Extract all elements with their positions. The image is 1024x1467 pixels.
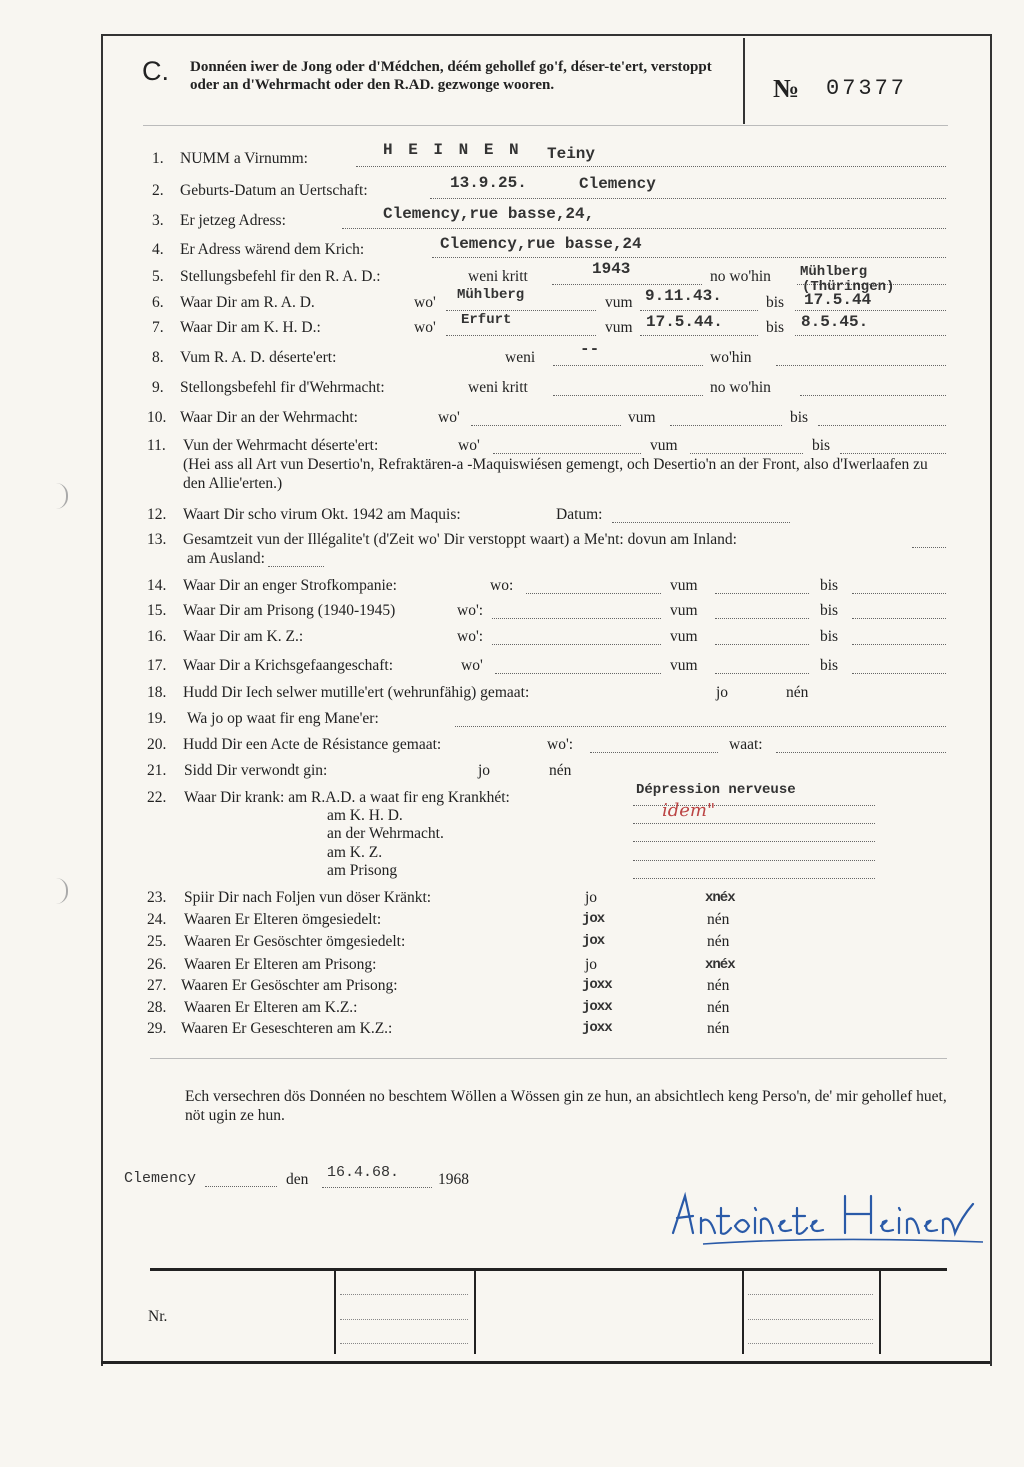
row-number: 22. bbox=[147, 789, 167, 806]
illness-prison-field[interactable] bbox=[633, 863, 875, 879]
footer-cell[interactable] bbox=[340, 1318, 468, 1320]
sign-place-field[interactable] bbox=[205, 1171, 277, 1187]
label-vum: vum bbox=[605, 294, 633, 311]
row-number: 29. bbox=[147, 1020, 167, 1037]
header-divider bbox=[743, 38, 745, 124]
row-label: Waar Dir am K. H. D.: bbox=[180, 319, 321, 336]
label-vum: vum bbox=[670, 628, 698, 645]
prison-from-field[interactable] bbox=[715, 603, 809, 619]
option-jo-struck[interactable]: jox bbox=[582, 911, 605, 927]
row-label: Waaren Er Elteren ömgesiedelt: bbox=[184, 911, 382, 928]
desertion-note: (Hei ass all Art vun Desertio'n, Refraktären-a -Maquiswiésen gemengt, och Desertio'n an der Front, also d'Iwerlaafen zu den Allie'erten.) bbox=[183, 456, 928, 492]
rad-order-place-value: Mühlberg bbox=[800, 264, 868, 280]
surname-value: H E I N E N bbox=[383, 141, 522, 159]
illness-sub-label: an der Wehrmacht. bbox=[327, 825, 444, 842]
row-number: 23. bbox=[147, 889, 167, 906]
signature-graphic bbox=[663, 1178, 988, 1253]
label-weni: weni bbox=[505, 349, 536, 366]
penal-company-to-field[interactable] bbox=[852, 578, 946, 594]
prison-to-field[interactable] bbox=[852, 603, 946, 619]
label-nr: Nr. bbox=[148, 1308, 168, 1325]
desertion-date-value: -- bbox=[580, 340, 600, 358]
option-nen-struck[interactable]: xnéx bbox=[705, 890, 735, 906]
pow-place-field[interactable] bbox=[495, 658, 661, 674]
illness-rad-value: Dépression nerveuse bbox=[636, 782, 796, 798]
wehrmacht-desertion-place-field[interactable] bbox=[493, 438, 641, 454]
option-jo-struck[interactable]: jox bbox=[582, 933, 605, 949]
label-waat: waat: bbox=[729, 736, 763, 753]
punch-hole bbox=[56, 483, 68, 509]
row-number: 28. bbox=[147, 999, 167, 1016]
declaration-text: Ech versechren dös Donnéen no beschtem Wöllen a Wössen gin ze hun, an absichtlech keng Perso'n, de' mir gehollef huet, nöt ugin ze hun. bbox=[185, 1088, 947, 1124]
wehrmacht-order-date-field[interactable] bbox=[553, 380, 703, 396]
row-label: Spiir Dir nach Foljen vun döser Kränkt: bbox=[184, 889, 432, 906]
row-label: Vun der Wehrmacht déserte'ert: bbox=[183, 437, 379, 454]
row-label: Waar Dir krank: am R.A.D. a waat fir eng Krankhét: bbox=[184, 789, 510, 806]
rad-to-value: 17.5.44 bbox=[804, 291, 872, 309]
row-label: Hudd Dir een Acte de Résistance gemaat: bbox=[183, 736, 442, 753]
option-jo[interactable]: jo bbox=[478, 762, 491, 779]
label-bis: bis bbox=[820, 657, 839, 674]
label-wo: wo: bbox=[490, 577, 514, 594]
birth-date-value: 13.9.25. bbox=[450, 174, 527, 192]
row-number: 19. bbox=[147, 710, 167, 727]
label-no-wohin: no wo'hin bbox=[710, 268, 771, 285]
row-number: 26. bbox=[147, 956, 167, 973]
row-label: Waar Dir an enger Strofkompanie: bbox=[183, 577, 397, 594]
label-weni-kritt: weni kritt bbox=[468, 379, 528, 396]
punch-hole bbox=[56, 878, 68, 904]
row-label: Er jetzeg Adress: bbox=[180, 212, 286, 229]
footer-table-top bbox=[150, 1268, 947, 1271]
birth-place-value: Clemency bbox=[579, 175, 656, 193]
row-number: 24. bbox=[147, 911, 167, 928]
desertion-place-field[interactable] bbox=[776, 350, 946, 366]
wehrmacht-desertion-to-field[interactable] bbox=[840, 438, 946, 454]
row-label: Waaren Er Elteren am K.Z.: bbox=[184, 999, 358, 1016]
rad-order-place-extra: (Thüringen) bbox=[802, 279, 895, 295]
option-jo-struck[interactable]: joxx bbox=[582, 999, 612, 1015]
label-wohin: wo'hin bbox=[710, 349, 752, 366]
label-wo: wo': bbox=[457, 602, 484, 619]
row-label: Waar Dir am K. Z.: bbox=[183, 628, 304, 645]
row-number: 25. bbox=[147, 933, 167, 950]
label-bis: bis bbox=[766, 294, 785, 311]
label-vum: vum bbox=[670, 602, 698, 619]
section-rule bbox=[150, 1058, 947, 1059]
resistance-act-field[interactable] bbox=[776, 737, 946, 753]
row-number: 3. bbox=[152, 212, 164, 229]
row-label: Waaren Er Geseschteren am K.Z.: bbox=[181, 1020, 393, 1037]
label-bis: bis bbox=[766, 319, 785, 336]
option-nen-struck[interactable]: xnéx bbox=[705, 957, 735, 973]
illness-kz-field[interactable] bbox=[633, 845, 875, 861]
option-jo-struck[interactable]: joxx bbox=[582, 1020, 612, 1036]
option-nen[interactable]: nén bbox=[707, 1020, 730, 1037]
row-number: 11. bbox=[147, 437, 166, 454]
label-bis: bis bbox=[820, 628, 839, 645]
row-label: NUMM a Virnumm: bbox=[180, 150, 308, 167]
khd-to-value: 8.5.45. bbox=[801, 313, 869, 331]
row-number: 9. bbox=[152, 379, 164, 396]
label-bis: bis bbox=[812, 437, 831, 454]
row-number: 12. bbox=[147, 506, 167, 523]
label-weni-kritt: weni kritt bbox=[468, 268, 528, 285]
label-no-wohin: no wo'hin bbox=[710, 379, 771, 396]
label-vum: vum bbox=[670, 657, 698, 674]
label-wo: wo' bbox=[414, 294, 436, 311]
row-number: 27. bbox=[147, 977, 167, 994]
rad-order-year-value: 1943 bbox=[592, 260, 631, 278]
label-bis: bis bbox=[790, 409, 809, 426]
label-wo: wo' bbox=[461, 657, 483, 674]
row-number: 18. bbox=[147, 684, 167, 701]
option-nen[interactable]: nén bbox=[707, 999, 730, 1016]
footer-col-divider bbox=[334, 1271, 336, 1354]
label-vum: vum bbox=[670, 577, 698, 594]
firstname-value: Teiny bbox=[547, 145, 596, 163]
row-label: Waar Dir am Prisong (1940-1945) bbox=[183, 602, 396, 619]
maquis-date-field[interactable] bbox=[612, 507, 790, 523]
label-vum: vum bbox=[628, 409, 656, 426]
khd-place-value: Erfurt bbox=[461, 312, 512, 328]
row-number: 8. bbox=[152, 349, 164, 366]
label-wo: wo': bbox=[547, 736, 574, 753]
footer-col-divider bbox=[742, 1271, 744, 1354]
label-datum: Datum: bbox=[556, 506, 603, 523]
pow-from-field[interactable] bbox=[715, 658, 809, 674]
signature bbox=[663, 1178, 988, 1253]
row-label: Stellongsbefehl fir d'Wehrmacht: bbox=[180, 379, 385, 396]
sign-place-value: Clemency bbox=[124, 1170, 197, 1187]
footer-cell[interactable] bbox=[748, 1293, 873, 1295]
row-label: Stellungsbefehl fir den R. A. D.: bbox=[180, 268, 381, 285]
war-address-value: Clemency,rue basse,24 bbox=[440, 235, 642, 253]
header-rule bbox=[143, 125, 948, 126]
label-den: den bbox=[286, 1171, 309, 1188]
option-nen[interactable]: nén bbox=[707, 911, 730, 928]
wehrmacht-from-field[interactable] bbox=[670, 410, 782, 426]
label-vum: vum bbox=[605, 319, 633, 336]
kz-place-field[interactable] bbox=[492, 629, 661, 645]
row-number: 6. bbox=[152, 294, 164, 311]
rad-place-value: Mühlberg bbox=[457, 287, 525, 303]
footer-cell[interactable] bbox=[748, 1342, 873, 1344]
option-jo-struck[interactable]: joxx bbox=[582, 977, 612, 993]
section-letter: C. bbox=[142, 56, 169, 86]
option-jo[interactable]: jo bbox=[585, 889, 598, 906]
option-jo[interactable]: jo bbox=[585, 956, 598, 973]
inland-months-field[interactable] bbox=[912, 532, 946, 548]
footer-cell[interactable] bbox=[340, 1293, 468, 1295]
address-value: Clemency,rue basse,24, bbox=[383, 205, 595, 223]
footer-cell[interactable] bbox=[748, 1318, 873, 1320]
form-title: Donnéen iwer de Jong oder d'Médchen, déém gehollef go'f, déser-te'ert, verstoppt oder an d'Wehrmacht oder den R.AD. gezwonge wooren. bbox=[190, 59, 712, 93]
option-nen[interactable]: nén bbox=[549, 762, 572, 779]
row-label: Waaren Er Elteren am Prisong: bbox=[184, 956, 377, 973]
label-wo: wo' bbox=[414, 319, 436, 336]
sign-year: 1968 bbox=[438, 1171, 469, 1188]
illness-khd-value: idem" bbox=[662, 800, 716, 821]
label-bis: bis bbox=[820, 602, 839, 619]
row-number: 10. bbox=[147, 409, 167, 426]
footer-cell[interactable] bbox=[340, 1342, 468, 1344]
row-label: Geburts-Datum an Uertschaft: bbox=[180, 182, 368, 199]
illness-sub-label: am K. H. D. bbox=[327, 807, 403, 824]
option-nen[interactable]: nén bbox=[707, 933, 730, 950]
pow-to-field[interactable] bbox=[852, 658, 946, 674]
row-number: 1. bbox=[152, 150, 164, 167]
illness-sub-label: am Prisong bbox=[327, 862, 398, 879]
row-number: 2. bbox=[152, 182, 164, 199]
wehrmacht-to-field[interactable] bbox=[818, 410, 946, 426]
form-number: 07377 bbox=[826, 76, 908, 101]
label-bis: bis bbox=[820, 577, 839, 594]
resistance-place-field[interactable] bbox=[590, 737, 718, 753]
row-label: Waaren Er Gesöschter ömgesiedelt: bbox=[184, 933, 406, 950]
number-sign: № bbox=[773, 74, 800, 103]
option-nen[interactable]: nén bbox=[786, 684, 809, 701]
row-number: 21. bbox=[147, 762, 167, 779]
row-number: 4. bbox=[152, 241, 164, 258]
wehrmacht-order-place-field[interactable] bbox=[800, 380, 946, 396]
row-number: 7. bbox=[152, 319, 164, 336]
mutilation-manner-field[interactable] bbox=[455, 711, 946, 727]
penal-company-place-field[interactable] bbox=[526, 578, 661, 594]
row-label: Er Adress wärend dem Krich: bbox=[180, 241, 365, 258]
row-number: 15. bbox=[147, 602, 167, 619]
illness-sub-label: am K. Z. bbox=[327, 844, 383, 861]
row-label: Waar Dir an der Wehrmacht: bbox=[180, 409, 358, 426]
option-jo[interactable]: jo bbox=[716, 684, 729, 701]
label-wo: wo' bbox=[438, 409, 460, 426]
row-number: 14. bbox=[147, 577, 167, 594]
khd-from-value: 17.5.44. bbox=[646, 313, 723, 331]
label-wo: wo' bbox=[458, 437, 480, 454]
row-number: 16. bbox=[147, 628, 167, 645]
kz-to-field[interactable] bbox=[852, 629, 946, 645]
illness-wehrmacht-field[interactable] bbox=[633, 826, 875, 842]
row-label: Waaren Er Gesöschter am Prisong: bbox=[181, 977, 398, 994]
footer-col-divider bbox=[879, 1271, 881, 1354]
wehrmacht-desertion-from-field[interactable] bbox=[690, 438, 803, 454]
row-label: Waart Dir scho virum Okt. 1942 am Maquis: bbox=[183, 506, 461, 523]
penal-company-from-field[interactable] bbox=[715, 578, 809, 594]
abroad-months-field[interactable] bbox=[268, 551, 324, 567]
row-number: 5. bbox=[152, 268, 164, 285]
label-ausland: am Ausland: bbox=[187, 550, 265, 567]
row-label: Waar Dir am R. A. D. bbox=[180, 294, 315, 311]
row-number: 20. bbox=[147, 736, 167, 753]
desertion-date-field[interactable] bbox=[553, 350, 703, 366]
label-vum: vum bbox=[650, 437, 678, 454]
row-number: 13. bbox=[147, 531, 167, 548]
label-wo: wo': bbox=[457, 628, 484, 645]
row-label: Wa jo op waat fir eng Mane'er: bbox=[187, 710, 379, 727]
wehrmacht-place-field[interactable] bbox=[471, 410, 621, 426]
prison-place-field[interactable] bbox=[492, 603, 661, 619]
form-bottom-rule bbox=[101, 1361, 990, 1364]
row-label: Gesamtzeit vun der Illégalite't (d'Zeit wo' Dir verstoppt waart) a Me'nt: dovun am Inland: bbox=[183, 531, 737, 548]
sign-date-value: 16.4.68. bbox=[327, 1164, 400, 1181]
row-label: Sidd Dir verwondt gin: bbox=[184, 762, 328, 779]
row-number: 17. bbox=[147, 657, 167, 674]
option-nen[interactable]: nén bbox=[707, 977, 730, 994]
row-label: Vum R. A. D. déserte'ert: bbox=[180, 349, 337, 366]
footer-col-divider bbox=[474, 1271, 476, 1354]
row-label: Hudd Dir Iech selwer mutille'ert (wehrunfähig) gemaat: bbox=[183, 684, 530, 701]
row-label: Waar Dir a Krichsgefaangeschaft: bbox=[183, 657, 394, 674]
kz-from-field[interactable] bbox=[715, 629, 809, 645]
rad-from-value: 9.11.43. bbox=[645, 287, 722, 305]
